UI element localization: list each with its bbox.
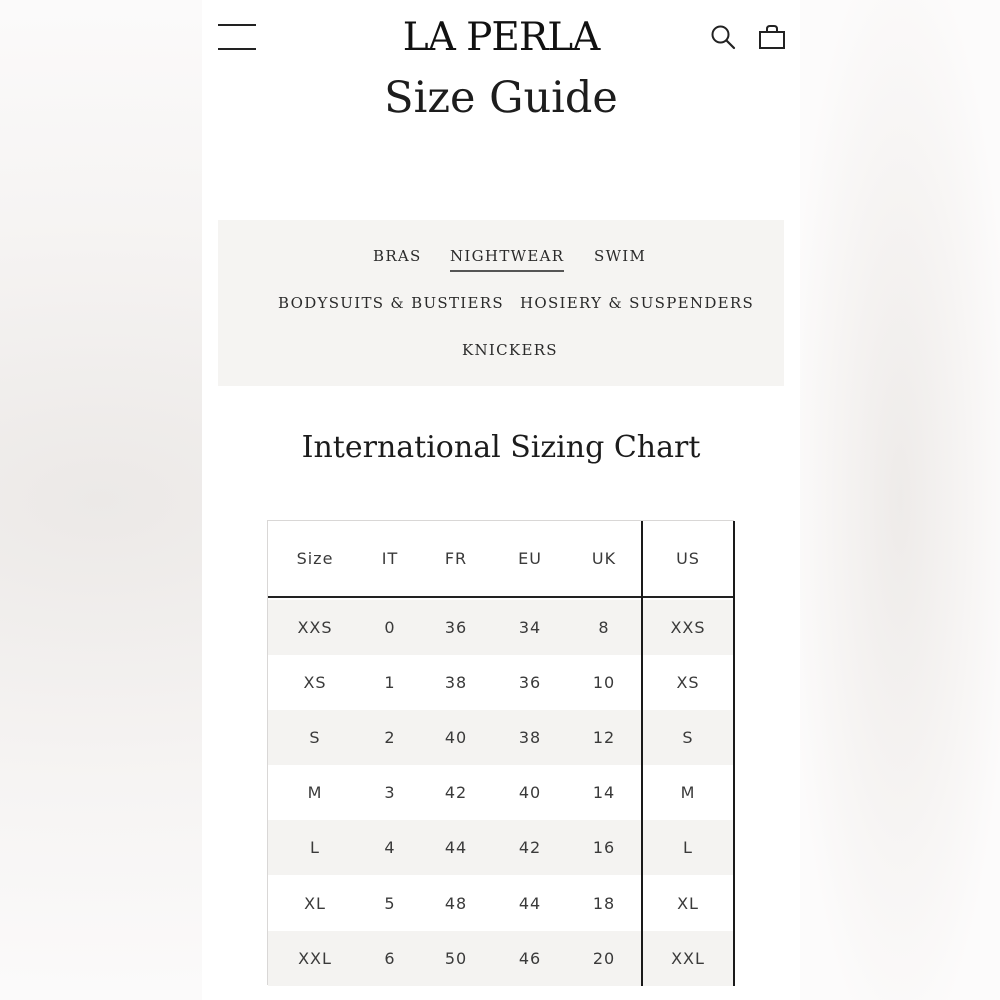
- table-cell: 36: [518, 673, 542, 693]
- table-row: [268, 931, 734, 986]
- table-row: [268, 820, 734, 875]
- table-cell: 14: [592, 783, 616, 803]
- table-cell: 40: [518, 783, 542, 803]
- column-header-fr: FR: [444, 549, 468, 568]
- tab-bodysuits-bustiers[interactable]: BODYSUITS & BUSTIERS: [278, 294, 504, 312]
- table-cell: L: [310, 838, 320, 858]
- table-cell: 10: [592, 673, 616, 693]
- table-cell: XXL: [298, 948, 332, 968]
- table-cell: S: [309, 728, 321, 748]
- column-header-uk: UK: [591, 549, 617, 568]
- search-icon[interactable]: [710, 24, 736, 50]
- table-cell: XXL: [671, 948, 705, 968]
- table-row: [268, 600, 734, 655]
- tab-hosiery-suspenders[interactable]: HOSIERY & SUSPENDERS: [520, 294, 755, 312]
- tab-bras[interactable]: BRAS: [373, 247, 422, 265]
- table-cell: 20: [592, 948, 616, 968]
- table-cell: 1: [384, 673, 396, 693]
- table-cell: 8: [598, 618, 610, 638]
- table-cell: XS: [676, 673, 700, 693]
- table-cell: 2: [384, 728, 396, 748]
- table-cell: 5: [384, 893, 396, 913]
- column-header-eu: EU: [518, 549, 542, 568]
- table-cell: 36: [444, 618, 468, 638]
- table-cell: 44: [444, 838, 468, 858]
- table-header-row: [268, 521, 734, 598]
- table-cell: XXS: [670, 618, 706, 638]
- table-cell: 12: [592, 728, 616, 748]
- mobile-page: [202, 0, 800, 1000]
- table-row: [268, 765, 734, 820]
- table-cell: XS: [303, 673, 327, 693]
- brand-logo[interactable]: LA PERLA: [402, 15, 600, 60]
- table-cell: 6: [384, 948, 396, 968]
- site-header: [202, 0, 800, 78]
- table-cell: 50: [444, 948, 468, 968]
- table-cell: M: [680, 783, 696, 803]
- table-cell: 48: [444, 893, 468, 913]
- table-cell: XXS: [297, 618, 333, 638]
- table-cell: 44: [518, 893, 542, 913]
- table-cell: 18: [592, 893, 616, 913]
- table-cell: 4: [384, 838, 396, 858]
- table-cell: 40: [444, 728, 468, 748]
- table-cell: S: [682, 728, 694, 748]
- table-cell: 3: [384, 783, 396, 803]
- column-header-it: IT: [381, 549, 399, 568]
- tab-nightwear[interactable]: NIGHTWEAR: [450, 246, 564, 272]
- table-cell: XL: [677, 893, 699, 913]
- table-cell: 34: [518, 618, 542, 638]
- table-cell: 42: [444, 783, 468, 803]
- sizing-table: [267, 520, 734, 985]
- us-column-divider: [641, 521, 643, 986]
- page-title: Size Guide: [384, 73, 618, 123]
- table-right-border: [733, 521, 735, 986]
- table-cell: L: [683, 838, 693, 858]
- table-cell: 0: [384, 618, 396, 638]
- table-row: [268, 710, 734, 765]
- table-row: [268, 655, 734, 710]
- table-cell: 42: [518, 838, 542, 858]
- table-cell: 46: [518, 948, 542, 968]
- table-cell: 16: [592, 838, 616, 858]
- table-cell: XL: [304, 893, 326, 913]
- page-backdrop-right: [800, 0, 1000, 1000]
- chart-title: International Sizing Chart: [301, 430, 701, 465]
- tab-knickers[interactable]: KNICKERS: [462, 341, 558, 359]
- column-header-us: US: [676, 549, 700, 568]
- table-cell: 38: [518, 728, 542, 748]
- category-tabs: [218, 220, 784, 386]
- table-cell: 38: [444, 673, 468, 693]
- column-header-size: Size: [296, 549, 334, 568]
- table-cell: M: [307, 783, 323, 803]
- shopping-bag-icon[interactable]: [758, 24, 786, 50]
- table-row: [268, 876, 734, 931]
- tab-swim[interactable]: SWIM: [594, 247, 647, 265]
